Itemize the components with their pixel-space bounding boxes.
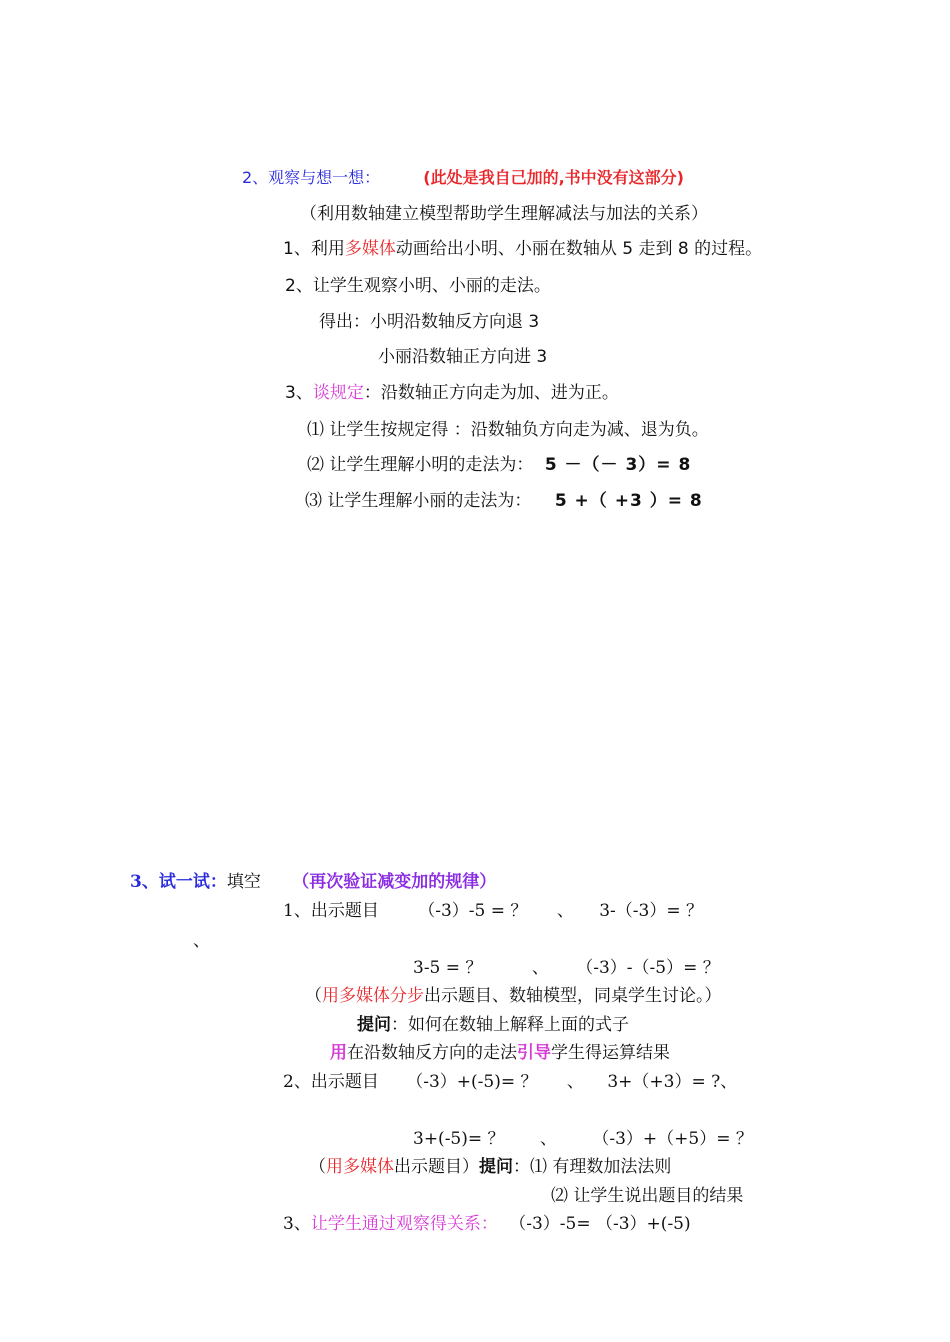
ask1-rest: ：如何在数轴上解释上面的式子	[391, 1015, 629, 1035]
q1-label: 1、出示题目	[283, 901, 379, 921]
section3-q2	[283, 1071, 737, 1093]
item3-prefix: 3、	[285, 383, 313, 403]
section3-q3	[283, 1213, 691, 1235]
section2-item3	[285, 382, 619, 404]
q1-expr2: 3-（-3）= ？	[599, 901, 703, 921]
section3-note3b: ⑵ 让学生说出题目的结果	[551, 1186, 744, 1206]
item3-highlight: 谈规定	[312, 383, 364, 403]
q2-expr1: （-3）+(-5)= ？	[406, 1072, 538, 1092]
section2-heading: 2、观察与想一想：	[242, 168, 381, 187]
q2-expr2: 3+（+3）= ?、	[607, 1072, 738, 1092]
q2b-expr2: （-3）+（+5）= ？	[592, 1129, 753, 1149]
section3-note3	[309, 1156, 671, 1178]
guide-mid: 在沿数轴反方向的走法	[347, 1043, 517, 1063]
section2-item1	[283, 238, 762, 260]
guide-rest: 学生得运算结果	[551, 1043, 670, 1063]
section2-result1: 得出：小明沿数轴反方向退 3	[319, 312, 540, 332]
q1b-expr1: 3-5 = ？	[413, 958, 483, 978]
section3-q2b	[413, 1128, 753, 1150]
sub3-text: ⑶ 让学生理解小丽的走法为：	[305, 491, 532, 511]
section2-heading-line	[242, 167, 684, 189]
item1-prefix: 1、利用	[283, 239, 345, 259]
note3-open: （	[309, 1157, 326, 1177]
q1b-sep: 、	[531, 958, 549, 978]
q3-highlight: 让学生通过观察得关系：	[310, 1214, 498, 1234]
sub2-math: 5 －（－ 3）= 8	[544, 455, 692, 475]
note2-rest: 出示题目、数轴模型，同桌学生讨论。）	[424, 986, 722, 1006]
guide-h2: 引导	[517, 1043, 551, 1063]
section2-note: (此处是我自己加的,书中没有这部分)	[423, 168, 684, 187]
q2b-sep: 、	[539, 1129, 557, 1149]
section3-q1b	[413, 957, 720, 979]
section2-item2: 2、让学生观察小明、小丽的走法。	[285, 276, 551, 296]
section2-subtitle: （利用数轴建立模型帮助学生理解减法与加法的关系）	[300, 204, 708, 224]
sub2-text: ⑵ 让学生理解小明的走法为：	[307, 455, 534, 475]
item1-rest: 动画给出小明、小丽在数轴从 5 走到 8 的过程。	[395, 239, 763, 259]
q2-label: 2、出示题目	[283, 1072, 379, 1092]
section2-result2: 小丽沿数轴正方向进 3	[378, 347, 548, 367]
section3-note: （再次验证减变加的规律）	[292, 872, 497, 892]
note2-open: （	[305, 986, 322, 1006]
guide-h1: 用	[330, 1043, 347, 1063]
q1-sep: 、	[556, 901, 574, 921]
q1b-expr2: （-3）-（-5）= ？	[576, 958, 720, 978]
section3-stray-mark: 、	[193, 931, 210, 951]
q3-prefix: 3、	[283, 1214, 311, 1234]
section3-guide	[330, 1042, 670, 1064]
section3-ask1	[357, 1014, 629, 1036]
section2-sub2	[307, 454, 691, 476]
q3-math: （-3）-5= （-3）+(-5)	[509, 1214, 691, 1234]
section3-note2	[305, 985, 722, 1007]
section3-heading-rest: 填空	[226, 872, 261, 892]
note3-highlight: 用多媒体	[326, 1157, 394, 1177]
sub3-math: 5 +（ +3 ）= 8	[554, 491, 703, 511]
q2-sep: 、	[566, 1072, 584, 1092]
section3-heading: 3、试一试：	[130, 872, 227, 892]
q2b-expr1: 3+(-5)= ？	[413, 1129, 505, 1149]
section2-sub3	[305, 490, 703, 512]
note3-ask-rest: ：⑴ 有理数加法法则	[513, 1157, 672, 1177]
section3-heading-line	[130, 871, 496, 893]
item3-rest: ：沿数轴正方向走为加、进为正。	[363, 383, 619, 403]
ask1-label: 提问	[357, 1015, 391, 1035]
note3-ask: 提问	[479, 1157, 513, 1177]
q1-expr1: （-3）-5 = ？	[418, 901, 528, 921]
note2-highlight: 用多媒体分步	[322, 986, 424, 1006]
section2-sub1: ⑴ 让学生按规定得 ：沿数轴负方向走为减、退为负。	[307, 420, 709, 440]
note3-rest: 出示题目）	[394, 1157, 479, 1177]
item1-highlight: 多媒体	[344, 239, 396, 259]
section3-q1	[283, 900, 703, 922]
